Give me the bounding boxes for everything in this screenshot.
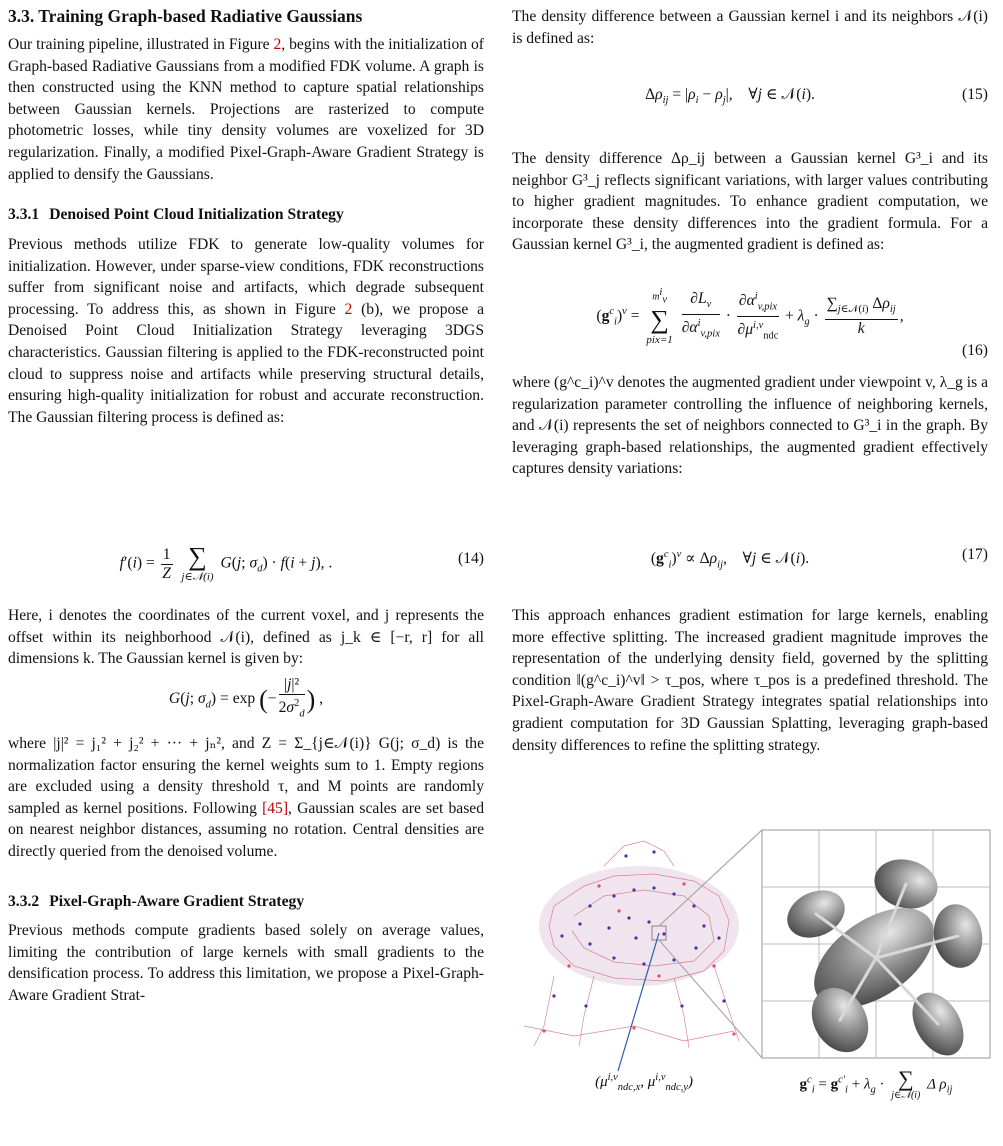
denoise-paragraph: Previous methods utilize FDK to generate low-quality volumes for initialization. However, under sparse-view conditions, FDK reconstructions suffer from significant noise and artifacts, which degrade subsequent processing. To address this, as shown in Figure 2 (b), we propose a Denoised Point Cloud Initialization Strategy leveraging 3DGS characteristics. Gaussian filtering is applied to the FDK-reconstructed point cloud to suppress noise and artifacts while preserving structural details, ensuring high-quality initialization for robust and accurate reconstruction. The Gaussian filtering process is defined as: xyxy=(8,236,484,426)
figure-label-gradient: $g^c_i = g^{c'}_i + \lambda_g$ · ∑ j∈𝒩(i) Δ $\rho_{ij}$ xyxy=(799,1066,953,1101)
equation-15-number: (15) xyxy=(962,86,988,103)
equation-17 xyxy=(512,536,988,576)
subsection-title-1: 3.3.1 Denoised Point Cloud Initialization Strategy xyxy=(8,206,344,223)
equation-16-number: (16) xyxy=(962,342,988,359)
citation-ref[interactable]: [45] xyxy=(262,799,289,817)
figure-label-mu: ($\mu^{i,v}_{ndc,x}$, $\mu^{i,v}_{ndc,y}$) xyxy=(595,1072,693,1093)
splitting-paragraph: This approach enhances gradient estimation for large kernels, enabling more effective splitting. The increased gradient magnitude improves the representation of the underlying density field, governed by the splitting condition ‖(g^c_i)^v‖ > τ_pos, where τ_pos is a predefined threshold. The Pixel-Graph-Aware Gradient Strategy integrates spatial relationships into gradient computation for 3D Gaussian Splatting, leveraging graph-based density differences to refine the splitting strategy. xyxy=(512,607,988,754)
section-title: 3.3. Training Graph-based Radiative Gaussians xyxy=(8,6,363,26)
equation-14-math: f′(i) = $\frac{1}{Z}$ ∑ j∈𝒩(i) G(j; $\sigma_d) \cdot f(i + j)$, . xyxy=(119,542,333,583)
gaussian-grid-panel xyxy=(762,830,990,1064)
equation-14 xyxy=(8,536,484,592)
equation-16-math: $(g^c_i)^v$ = $m^i_v$ ∑ pix=1 $\frac{\partial L_v}{\partial\alpha^i_{v,pix}}$ · $\frac{\partial\alpha^i_{v,pix}}{\partial\mu^{i,v}_{ndc}}$ + $\lambda_g$ · $\frac{\sum_{j\in 𝒩(i)} \Delta\rho_{ij}}{k}$ , xyxy=(596,287,904,347)
equation-17-math: $(g^c_i)^v \propto \Delta\rho_{ij}$, ∀j ∈ 𝒩(i). xyxy=(650,549,810,571)
density-intro-paragraph: The density difference between a Gaussian kernel i and its neighbors 𝒩(i) is defined as: xyxy=(512,8,988,47)
equation-17-number: (17) xyxy=(962,546,988,563)
density-difference-paragraph: The density difference Δρ_ij between a Gaussian kernel G³_i and its neighbor G³_j reflects significant variations, with larger values contributing to higher gradient magnitudes. To enhance gradient computation, we incorporate these density differences into the gradient formula. For a Gaussian kernel G³_i, the augmented gradient is defined as: xyxy=(512,150,988,254)
gradient-paragraph: Previous methods compute gradients based solely on average values, limiting the contribution of large kernels with small gradients to the densification process. To address this limitation, we propose a Pixel-Graph-Aware Gradient Strat- xyxy=(8,922,484,1004)
gaussian-kernel-math: G(j; $\sigma_d) = \exp$ (− $\frac{\text{|j|²}}{2\sigma^2_d}$ ) , xyxy=(168,676,324,720)
equation-16 xyxy=(512,278,988,368)
equation-gaussian-kernel xyxy=(8,672,484,722)
point-cloud-image xyxy=(524,841,739,1048)
equation-15-math: $\Delta\rho_{ij} = |\rho_i - \rho_j|$, ∀j ∈ 𝒩(i). xyxy=(645,86,815,107)
intro-paragraph: Our training pipeline, illustrated in Figure 2, begins with the initialization of Graph-based Radiative Gaussians from a modified FDK volume. A graph is then constructed using the KNN method to capture spatial relationships between Gaussian kernels. Projections are rasterized to compute photometric losses, while tiny density volumes are voxelized for 3D regularization. Finally, a modified Pixel-Graph-Aware Gradient Strategy is applied to densify the Gaussians. xyxy=(8,36,484,183)
figure-ref[interactable]: 2 xyxy=(344,300,353,318)
equation-15 xyxy=(512,76,988,116)
normalization-paragraph: where |j|² = j₁² + j₂² + ··· + jₙ², and Z = Σ_{j∈𝒩(i)} G(j; σ_d) is the normalization factor ensuring the kernel weights sum to 1. Empty regions are excluded using a density threshold τ, and M points are randomly sampled as kernel positions. Following [45], Gaussian scales are set based on nearest neighbor distances, assuming no rotation. Central densities are directly queried from the denoised volume. xyxy=(8,735,485,860)
figure-ref[interactable]: 2 xyxy=(273,36,282,53)
augmented-gradient-paragraph: where (g^c_i)^v denotes the augmented gradient under viewpoint v, λ_g is a regularization parameter controlling the influence of neighboring kernels, and 𝒩(i) represents the set of neighbors connected to G³_i in the graph. By leveraging graph-based relationships, the augmented gradient effectively captures density variations: xyxy=(512,374,988,478)
subsection-title-2: 3.3.2 Pixel-Graph-Aware Gradient Strategy xyxy=(8,893,305,910)
equation-14-number: (14) xyxy=(458,550,484,567)
offset-paragraph: Here, i denotes the coordinates of the current voxel, and j represents the offset within its neighborhood 𝒩(i), defined as j_k ∈ [−r, r] for all dimensions k. The Gaussian kernel is given by: xyxy=(8,607,484,668)
figure-pixel-graph xyxy=(514,826,992,1126)
